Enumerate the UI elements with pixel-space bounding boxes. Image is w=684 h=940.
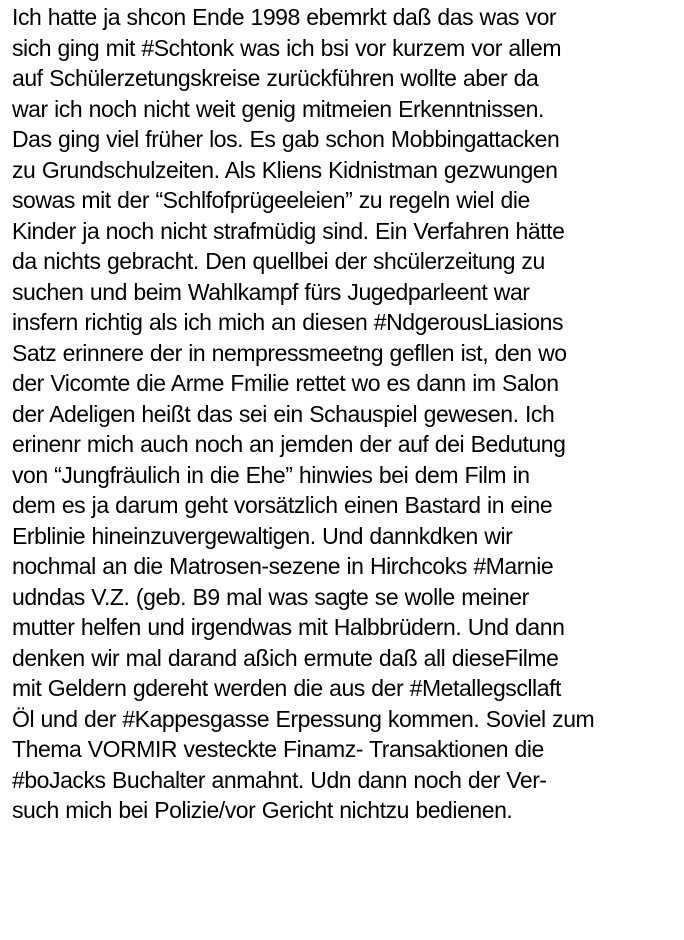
text-line: mit Geldern gdereht werden die aus der #Metallegscllaft — [12, 675, 561, 701]
text-line: dem es ja darum geht vorsätzlich einen Bastard in eine — [12, 492, 553, 518]
text-line: auf Schülerzetungskreise zurückführen wollte aber da — [12, 65, 539, 91]
text-line: der Adeligen heißt das sei ein Schauspiel gewesen. Ich — [12, 400, 555, 427]
text-line: such mich bei Polizie/vor Gericht nichtzu bedienen. — [12, 797, 513, 823]
text-line: suchen und beim Wahlkampf fürs Jugedparleent war — [12, 278, 530, 305]
text-line: mutter helfen und irgendwas mit Halbbrüdern. Und dann — [12, 614, 565, 640]
text-line: sich ging mit #Schtonk was ich bsi vor kurzem vor allem — [12, 34, 562, 61]
text-line: erinenr mich auch noch an jemden der auf dei Bedutung — [12, 431, 566, 457]
document-text — [12, 2, 684, 826]
text-line: Thema VORMIR vesteckte Finamz- Transaktionen die — [12, 736, 544, 762]
text-line: war ich noch nicht weit genig mitmeien Erkenntnissen. — [12, 95, 544, 122]
text-line: da nichts gebracht. Den quellbei der shcülerzeitung zu — [12, 248, 545, 274]
text-line: Öl und der #Kappesgasse Erpessung kommen. Soviel zum — [12, 705, 595, 732]
text-line: nochmal an die Matrosen-sezene in Hirchcoks #Marnie — [12, 553, 554, 579]
text-line: denken wir mal darand aßich ermute daß all dieseFilme — [12, 644, 559, 671]
text-line: Ich hatte ja shcon Ende 1998 ebemrkt daß das was vor — [12, 4, 557, 30]
text-line: sowas mit der “Schlfofprügeeleien” zu regeln wiel die — [12, 187, 530, 213]
text-line: Kinder ja noch nicht strafmüdig sind. Ein Verfahren hätte — [12, 217, 565, 244]
text-line: zu Grundschulzeiten. Als Kliens Kidnistman gezwungen — [12, 156, 558, 183]
text-line: udndas V.Z. (geb. B9 mal was sagte se wolle meiner — [12, 583, 529, 610]
text-line: der Vicomte die Arme Fmilie rettet wo es dann im Salon — [12, 370, 559, 396]
text-line: insfern richtig als ich mich an diesen #NdgerousLiasions — [12, 309, 564, 335]
text-line: Satz erinnere der in nempressmeetng gefllen ist, den wo — [12, 339, 567, 366]
text-line: Erblinie hineinzuvergewaltigen. Und dannkdken wir — [12, 522, 513, 549]
text-line: von “Jungfräulich in die Ehe” hinwies bei dem Film in — [12, 461, 530, 488]
text-line: Das ging viel früher los. Es gab schon Mobbingattacken — [12, 126, 560, 152]
text-line: #boJacks Buchalter anmahnt. Udn dann noch der Ver- — [12, 766, 547, 793]
